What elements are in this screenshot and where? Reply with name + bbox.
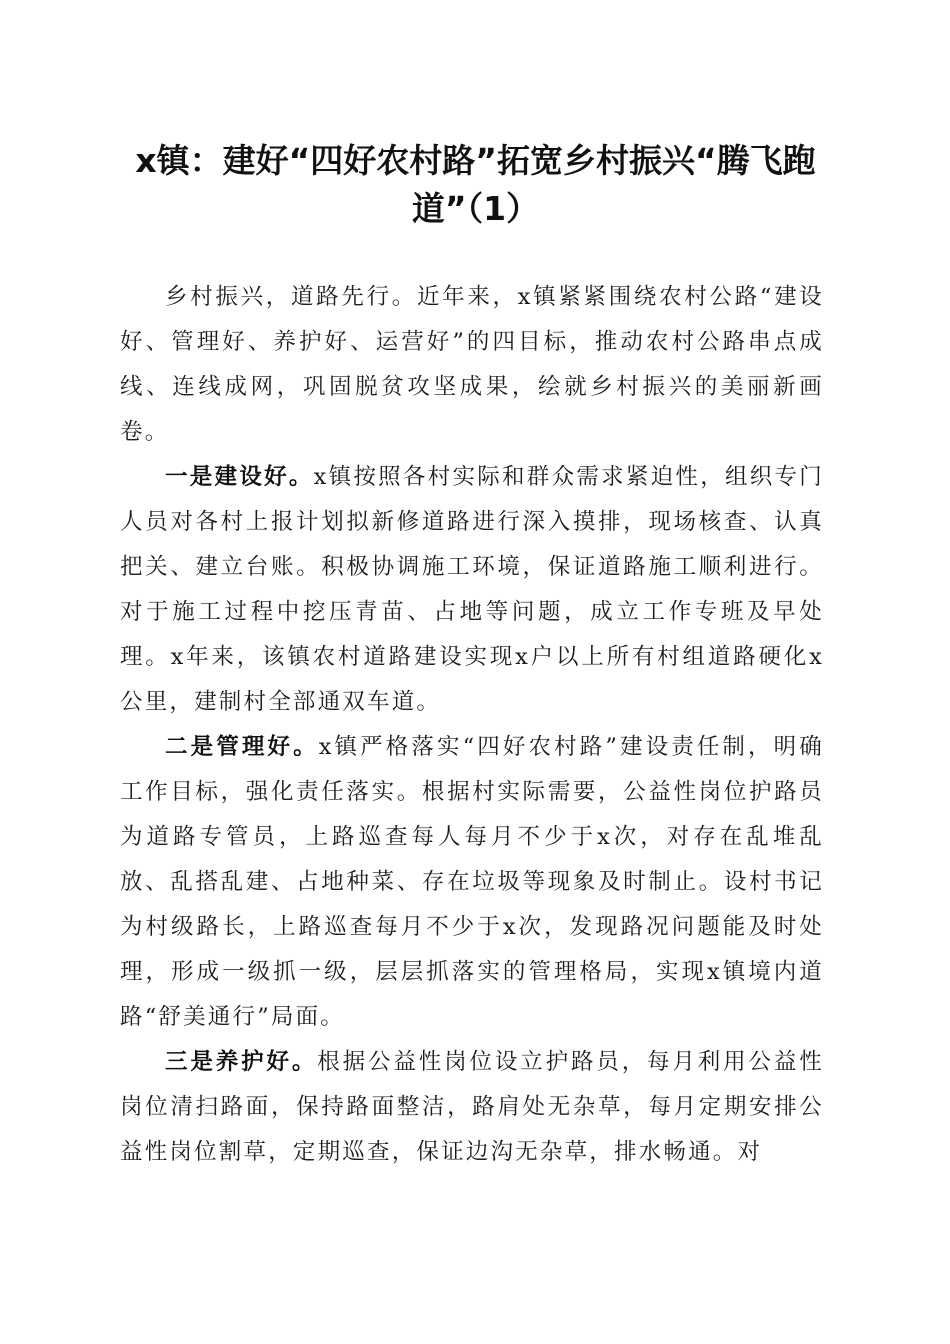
paragraph-text: 乡村振兴，道路先行。近年来，x镇紧紧围绕农村公路“建设好、管理好、养护好、运营好”的四目标，推动农村公路串点成线、连线成网，巩固脱贫攻坚成果，绘就乡村振兴的美丽新画卷。 xyxy=(120,284,824,445)
paragraph-lead: 三是养护好。 xyxy=(165,1049,318,1075)
paragraph-lead: 一是建设好。 xyxy=(165,464,314,490)
paragraph-text: x镇严格落实“四好农村路”建设责任制，明确工作目标，强化责任落实。根据村实际需要，公益性岗位护路员为道路专管员，上路巡查每人每月不少于x次，对存在乱堆乱放、乱搭乱建、占地种菜、存在垃圾等现象及时制止。设村书记为村级路长，上路巡查每月不少于x次，发现路况问题能及时处理，形成一级抓一级，层层抓落实的管理格局，实现x镇境内道路“舒美通行”局面。 xyxy=(120,734,824,1030)
paragraph-maintenance xyxy=(120,1040,824,1175)
paragraph-text: 根据公益性岗位设立护路员，每月利用公益性岗位清扫路面，保持路面整洁，路肩处无杂草，每月定期安排公益性岗位割草，定期巡查，保证边沟无杂草，排水畅通。对 xyxy=(120,1049,824,1165)
document-body xyxy=(120,275,824,1175)
document-title: x镇：建好“四好农村路”拓宽乡村振兴“腾飞跑道”（1） xyxy=(135,141,816,228)
paragraph-management xyxy=(120,725,824,1040)
paragraph-construction xyxy=(120,455,824,725)
paragraph-intro xyxy=(120,275,824,455)
paragraph-lead: 二是管理好。 xyxy=(165,734,319,760)
paragraph-text: x镇按照各村实际和群众需求紧迫性，组织专门人员对各村上报计划拟新修道路进行深入摸排，现场核查、认真把关、建立台账。积极协调施工环境，保证道路施工顺利进行。对于施工过程中挖压青苗、占地等问题，成立工作专班及早处理。x年来，该镇农村道路建设实现x户以上所有村组道路硬化x公里，建制村全部通双车道。 xyxy=(120,464,824,715)
